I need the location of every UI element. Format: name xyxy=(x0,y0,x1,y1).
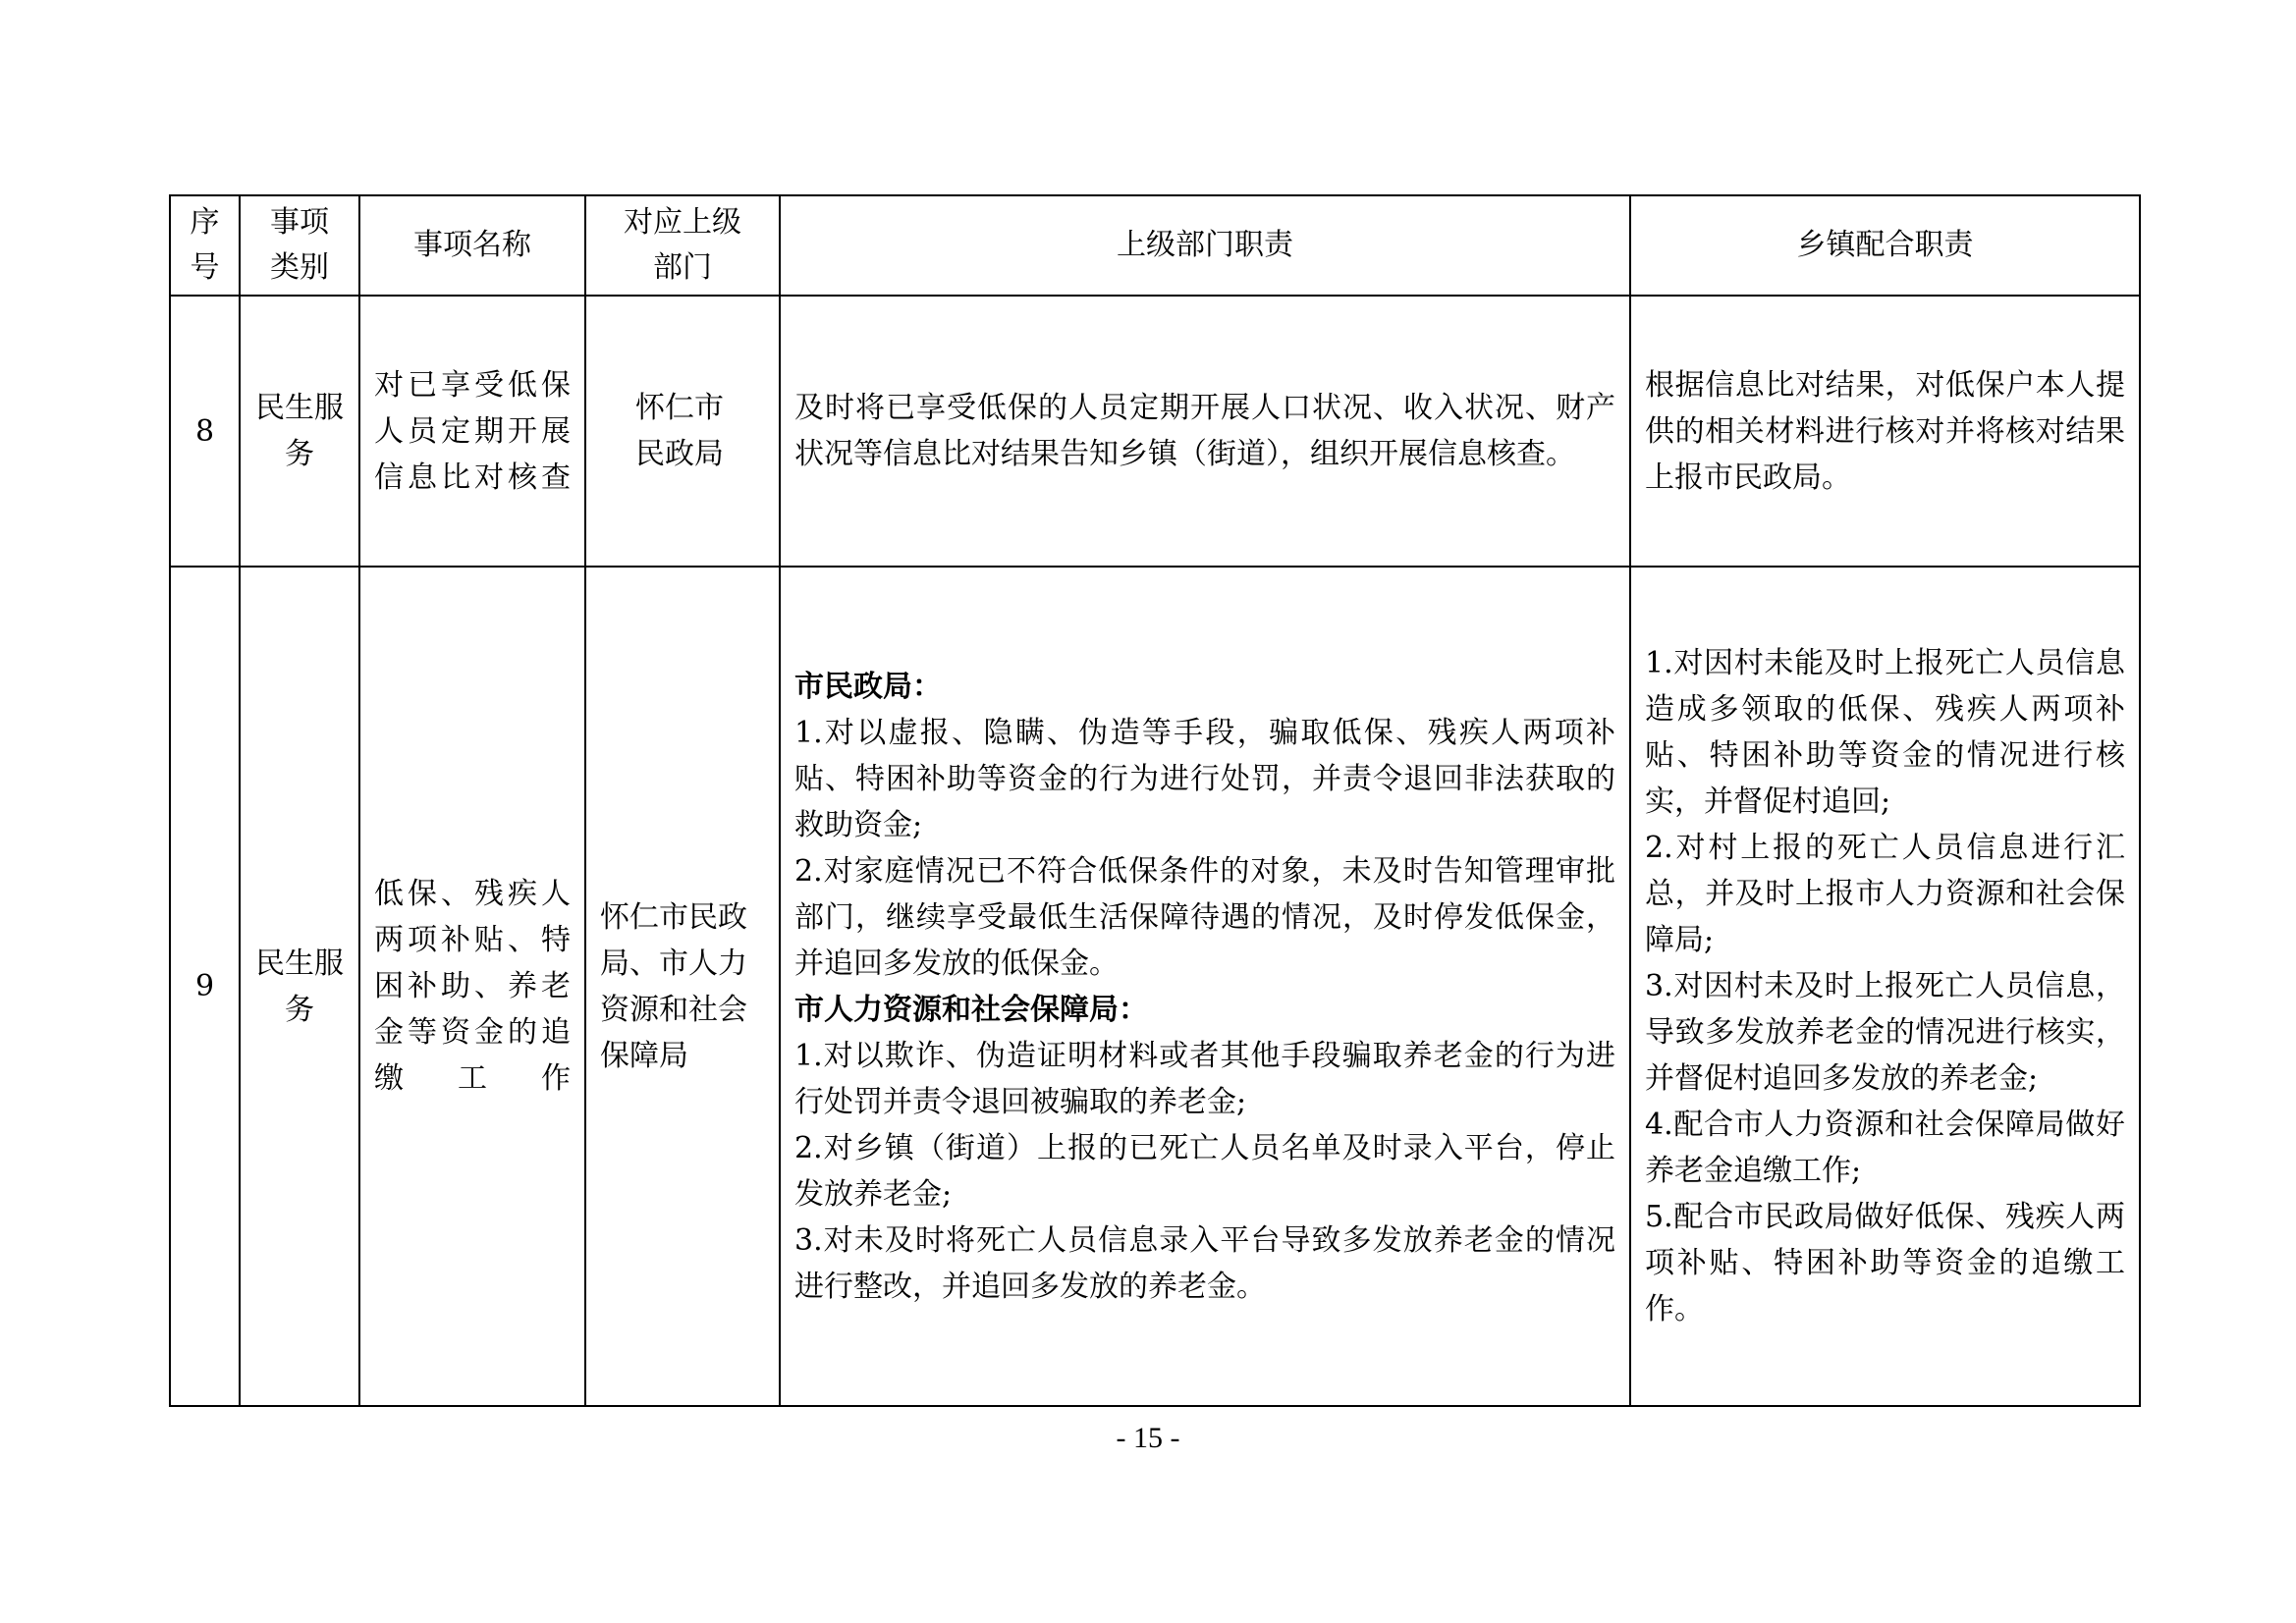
cell-seq: 8 xyxy=(170,296,240,567)
duty-item: 5.配合市民政局做好低保、残疾人两项补贴、特困补助等资金的追缴工作。 xyxy=(1645,1200,2125,1326)
duty-section-heading: 市民政局： xyxy=(794,669,942,704)
cell-dept: 怀仁市民政局 xyxy=(585,296,780,567)
header-dept: 对应上级 部门 xyxy=(585,195,780,296)
table-row xyxy=(170,567,2140,1406)
duty-item: 及时将已享受低保的人员定期开展人口状况、收入状况、财产状况等信息比对结果告知乡镇（街道），组织开展信息核查。 xyxy=(794,391,1615,471)
duty-section-heading: 市人力资源和社会保障局： xyxy=(794,992,1148,1027)
duty-item: 4.配合市人力资源和社会保障局做好养老金追缴工作; xyxy=(1645,1108,2125,1188)
header-upper-duty: 上级部门职责 xyxy=(780,195,1630,296)
duty-item: 3.对未及时将死亡人员信息录入平台导致多发放养老金的情况进行整改，并追回多发放的养老金。 xyxy=(794,1222,1615,1304)
duty-item: 1.对因村未能及时上报死亡人员信息造成多领取的低保、残疾人两项补贴、特困补助等资金的情况进行核实，并督促村追回; xyxy=(1645,646,2125,819)
cell-town-duty xyxy=(1630,296,2140,567)
duty-item: 2.对乡镇（街道）上报的已死亡人员名单及时录入平台，停止发放养老金; xyxy=(794,1130,1615,1212)
duty-item: 2.对家庭情况已不符合低保条件的对象，未及时告知管理审批部门，继续享受最低生活保障待遇的情况，及时停发低保金，并追回多发放的低保金。 xyxy=(794,853,1615,981)
duty-item: 1.对以虚报、隐瞒、伪造等手段，骗取低保、残疾人两项补贴、特困补助等资金的行为进行处罚，并责令退回非法获取的救助资金; xyxy=(794,715,1615,842)
duty-item: 3.对因村未及时上报死亡人员信息，导致多发放养老金的情况进行核实，并督促村追回多发放的养老金; xyxy=(1645,969,2125,1096)
cell-name: 低保、残疾人两项补贴、特困补助、养老金等资金的追缴工作 xyxy=(359,567,585,1406)
duty-table xyxy=(169,194,2141,1407)
cell-name: 对已享受低保人员定期开展信息比对核查 xyxy=(359,296,585,567)
duty-item: 根据信息比对结果，对低保户本人提供的相关材料进行核对并将核对结果上报市民政局。 xyxy=(1645,367,2125,495)
cell-upper-duty xyxy=(780,567,1630,1406)
cell-dept: 怀仁市民政局、市人力资源和社会保障局 xyxy=(585,567,780,1406)
duty-item: 1.对以欺诈、伪造证明材料或者其他手段骗取养老金的行为进行处罚并责令退回被骗取的养老金; xyxy=(794,1038,1615,1119)
cell-upper-duty xyxy=(780,296,1630,567)
header-town-duty: 乡镇配合职责 xyxy=(1630,195,2140,296)
cell-seq: 9 xyxy=(170,567,240,1406)
table-header-row xyxy=(170,195,2140,296)
header-seq: 序 号 xyxy=(170,195,240,296)
table-row xyxy=(170,296,2140,567)
cell-category: 民生服务 xyxy=(240,296,359,567)
page-number: - 15 - xyxy=(1116,1422,1180,1454)
cell-category: 民生服务 xyxy=(240,567,359,1406)
header-category: 事项 类别 xyxy=(240,195,359,296)
header-name: 事项名称 xyxy=(359,195,585,296)
duty-item: 2.对村上报的死亡人员信息进行汇总，并及时上报市人力资源和社会保障局; xyxy=(1645,831,2125,957)
cell-town-duty xyxy=(1630,567,2140,1406)
